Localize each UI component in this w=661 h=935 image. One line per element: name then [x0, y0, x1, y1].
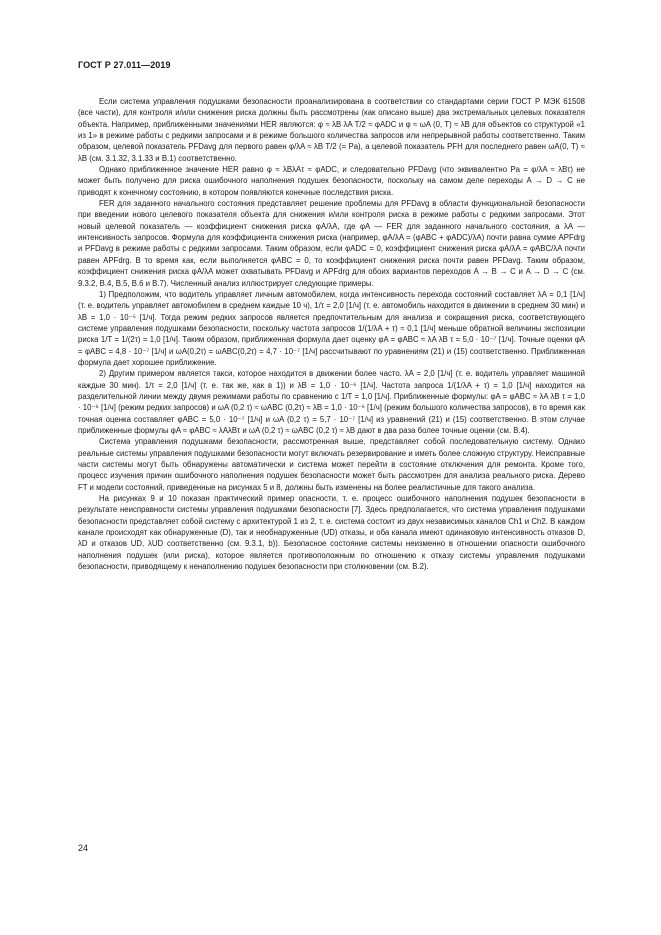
paragraph-5: 2) Другим примером является такси, которое находится в движении более часто. λA = 2,0 [1/ч] (т. е. водитель управляет машиной каждые 30 мин). 1/τ = 2,0 [1/ч] (т. е. так же, как в 1)) и λB = 1,0 · 10⁻⁶ [1/ч]. Частота запроса 1/(1/λA + τ) = 1,0 [1/ч] находится на разделительной линии между двумя режимами работы по сравнению с 1/T = 1,0 [1/ч]. Приближенные формулы: φA = φABC ≈ λA λB τ = 1,0 · 10⁻⁶ [1/ч] (режим редких запросов) и ωA (0,2 τ) ≈ ωABC (0,2τ) ≈ λB = 1,0 · 10⁻⁶ [1/ч] (режим большого количества запросов), в то время как точная оценка составляет φABC = 5,0 · 10⁻⁷ [1/ч] и ωA (0,2 τ) = 5,7 · 10⁻⁷ [1/ч] из уравнений (21) и (15) соответственно. В этом случае приближенные формулы φA ≈ φABC ≈ λAλBτ и ωA (0,2 τ) ≈ ωABC (0,2 τ) ≈ λB дают в два раза более точные оценки (см. В.4). [78, 369, 585, 435]
paragraph-4: 1) Предположим, что водитель управляет личным автомобилем, когда интенсивность перехода состояний составляет λA = 0,1 [1/ч] (т. е. водитель управляет автомобилем в среднем каждые 10 ч), 1/τ = 2,0 [1/ч] (т. е. автомобиль находится в движении в среднем 30 мин) и λB = 1,0 · 10⁻⁵ [1/ч]. Тогда режим редких запросов является предпочтительным для анализа и сокращения риска, соответствующего системе управления подушками безопасности, поскольку частота запросов 1/(1/λA + τ) ≈ 0,1 [1/ч] меньше обратной величины экспозиции риска 1/T = 1/(2τ) = 1,0 [1/ч]. Таким образом, приближенная формула дает оценку φA = φABC ≈ λA λB τ = 5,0 · 10⁻⁷ [1/ч]. Точные оценки φA = φABC = 4,8 · 10⁻⁷ [1/ч] и ωA(0,2τ) = ωABC(0,2τ) = 4,7 · 10⁻⁷ [1/ч] рассчитывают по уравнениям (21) и (15) соответственно. Приближенная формула дает хорошее приближение. [78, 289, 585, 367]
paragraph-2: Однако приближенное значение HER равно φ ≈ λBλAτ ≈ φADC, и следовательно PFDavg (что эквивалентно Pa = φ/λA ≈ λBτ) не может быть получено для риска ошибочного наполнения подушек безопасности, поскольку на самом деле переходы A → D → C не приводят к конечному состоянию, в котором появляются конечные последствия риска. [78, 165, 585, 197]
paragraph-7: На рисунках 9 и 10 показан практический пример опасности, т. е. процесс ошибочного наполнения подушек безопасности в результате неисправности системы управления подушками безопасности [7]. Здесь предполагается, что система управления подушками безопасности представляет собой систему с архитектурой 1 из 2, т. е. система состоит из двух независимых каналов Ch1 и Ch2. В каждом канале происходят как обнаруженные (D), так и необнаруженные (UD) отказы, и оба канала имеют одинаковую интенсивность отказов D, λD и отказов UD, λUD соответственно (см. 9.3.1, b)). Безопасное состояние системы неизменно в отношении опасности ошибочного наполнения подушек (или риска), которое является противоположным по отношению к отказу системы управления подушками безопасности, приводящему к ненаполнению подушек безопасности при столкновении (см. В.2). [78, 494, 585, 572]
page-number: 24 [78, 843, 89, 853]
paragraph-1: Если система управления подушками безопасности проанализирована в соответствии со стандартами серии ГОСТ Р МЭК 61508 (все части), для контроля и/или снижения риска должны быть рассмотрены (как описано выше) два экстремальных целевых показателя объекта. Например, приближенными значениями HER являются: φ ≈ λB λA T/2 ≈ φADC и φ ≈ ωA (0, T) ≈ λB для объектов со структурой «1 из 1» в режиме работы с редкими запросами и в режиме большого количества запросов или непрерывной работы соответственно. Таким образом, целевой показатель PFDavg для первого равен φ/λA ≈ λB T/2 (= Pa), а целевой показатель PFH для последнего равен ωA(0, T) ≈ λB (см. 3.1.32, 3.1.33 и В.1) соответственно. [78, 97, 585, 163]
paragraph-6: Система управления подушками безопасности, рассмотренная выше, представляет собой последовательную систему. Однако реальные системы управления подушками безопасности могут включать резервирование и иметь более сложную структуру. Неисправные части системы могут быть обнаружены автоматически и система может перейти в состояние отключения для ремонта. Кроме того, процесс изучения причин ошибочного наполнения подушек безопасности может быть рассмотрен для анализа реального риска. Дерево FT и модели состояний, приведенные на рисунках 5 и 8, должны быть изменены на более реалистичные для такого анализа. [78, 437, 585, 492]
paragraph-3: FER для заданного начального состояния представляет решение проблемы для PFDavg в области функциональной безопасности при введении нового целевого показателя объекта для снижения и/или контроля риска в режиме работы с редкими запросами. Этот новый целевой показатель — коэффициент снижения риска φA/λA, где φA — FER для заданного начального состояния, а λA — интенсивность запросов. Формула для коэффициента снижения риска (например, φA/λA = (φABC + φADC)/λA) почти равна сумме APFdrg и PFDavg в режиме работы с редкими запросами. Таким образом, если φADC = 0, коэффициент снижения риска φA/λA = φABC/λA почти равен APFdrg. В то время как, если выполняется φABC = 0, то коэффициент снижения риска почти равен PFDavg. Таким образом, коэффициент снижения риска φA/λA может охватывать PFDavg и APFdrg для обоих вариантов переходов A → B → C и A → D → C (см. 9.3.2, В.4, В.5, В.6 и В.7). Численный анализ иллюстрирует следующие примеры. [78, 199, 585, 288]
document-body [78, 96, 585, 572]
document-header: ГОСТ Р 27.011—2019 [78, 60, 171, 70]
